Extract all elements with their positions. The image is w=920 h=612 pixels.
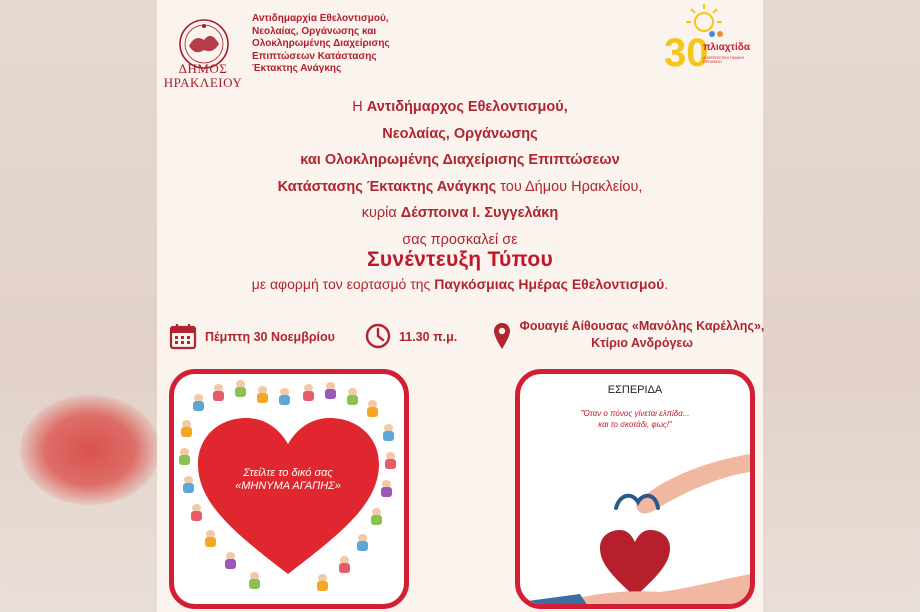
child-figure <box>278 388 291 406</box>
location-line-1: Φουαγιέ Αίθουσας «Μανόλης Καρέλλης», <box>519 319 765 333</box>
text-span: του Δήμου Ηρακλείου, <box>496 178 643 195</box>
calendar-icon <box>169 322 197 350</box>
clock-icon <box>365 323 391 349</box>
sun-icon <box>686 4 722 31</box>
text-span-bold: Κατάστασης Έκτακτης Ανάγκης <box>277 178 497 195</box>
deputy-mayor-office <box>252 13 432 76</box>
caption-line-2: «ΜΗΝΥΜΑ ΑΓΑΠΗΣ» <box>235 480 341 492</box>
child-figure <box>256 386 269 404</box>
child-figure <box>302 384 315 402</box>
child-figure <box>192 394 205 412</box>
invitation-line-1 <box>157 94 763 121</box>
office-line: Επιπτώσεων Κατάστασης <box>252 50 377 62</box>
evening-event-card <box>515 369 755 609</box>
love-message-card <box>169 369 409 609</box>
invitation-line-2 <box>157 121 763 148</box>
text-span: σας προσκαλεί σε <box>402 231 518 248</box>
event-location <box>512 318 772 352</box>
partner-logo-subtitle: ΑΝΘΡΩΠΙΣΤΙΚΗ ΠΑΙΔΙΚΗ ΟΡΓΑΝΩΣΗ <box>703 56 745 64</box>
office-line: Αντιδημαρχία Εθελοντισμού, <box>252 13 389 24</box>
child-figure <box>384 452 397 470</box>
office-line: Ολοκληρωμένης Διαχείρισης <box>252 38 390 50</box>
invitation-line-5 <box>157 200 763 227</box>
municipality-name <box>157 62 249 90</box>
location-pin-icon <box>493 322 511 350</box>
text-span: . <box>664 276 669 292</box>
invitation-text <box>157 94 763 253</box>
text-span: Η <box>352 99 367 115</box>
invitation-line-4 <box>157 174 763 201</box>
child-figure <box>212 384 225 402</box>
municipality-name-line1: ΔΗΜΟΣ <box>178 61 228 76</box>
evening-event-title: ΕΣΠΕΡΙΔΑ <box>607 384 663 396</box>
headline: Συνέντευξη Τύπου <box>366 248 554 271</box>
office-line: Έκτακτης Ανάγκης <box>252 63 342 75</box>
quote-line-2: και το σκοτάδι, φως!" <box>598 420 672 429</box>
heart-caption <box>208 467 368 493</box>
child-figure <box>324 382 337 400</box>
text-span: με αφορμή τον εορτασμό της <box>251 276 435 292</box>
blurred-background-left <box>0 0 165 612</box>
partner-logo-name: πλιαχτίδα <box>703 42 750 53</box>
text-span: κυρία <box>361 205 401 221</box>
child-figure <box>234 380 247 398</box>
text-span-bold: Παγκόσμιας Ημέρας Εθελοντισμού <box>434 276 665 292</box>
press-conference-poster <box>157 0 763 612</box>
hands-with-heart-illustration <box>520 454 750 609</box>
text-span-bold: Νεολαίας, Οργάνωσης <box>382 125 538 142</box>
child-figure <box>380 480 393 498</box>
event-date: Πέμπτη 30 Νοεμβρίου <box>205 330 335 344</box>
red-heart-illustration <box>196 414 381 579</box>
child-figure <box>180 420 193 438</box>
caption-line-1: Στείλτε το δικό σας <box>243 467 333 479</box>
child-figure <box>182 476 195 494</box>
location-line-2: Κτίριο Ανδρόγεω <box>591 336 693 350</box>
text-span-bold: και Ολοκληρωμένης Διαχείρισης Επιπτώσεων <box>300 152 620 168</box>
child-figure <box>346 388 359 406</box>
occasion-line <box>157 276 763 292</box>
office-line: Νεολαίας, Οργάνωσης και <box>252 25 377 37</box>
text-span-bold: Αντιδήμαρχος Εθελοντισμού, <box>366 99 568 115</box>
invitation-line-3 <box>157 147 763 174</box>
blurred-heart-shape <box>20 395 160 505</box>
event-time: 11.30 π.μ. <box>399 330 458 344</box>
child-figure <box>178 448 191 466</box>
partner-logo <box>662 0 757 82</box>
quote-line-1: "Όταν ο πόνος γίνεται ελπίδα... <box>580 409 690 418</box>
blurred-background-right <box>755 0 920 612</box>
municipality-name-line2: ΗΡΑΚΛΕΙΟΥ <box>163 75 243 90</box>
text-span-bold: Δέσποινα Ι. Συγγελάκη <box>400 205 559 221</box>
svg-text:30: 30 <box>664 31 709 75</box>
evening-event-quote <box>520 408 750 430</box>
child-figure <box>382 424 395 442</box>
